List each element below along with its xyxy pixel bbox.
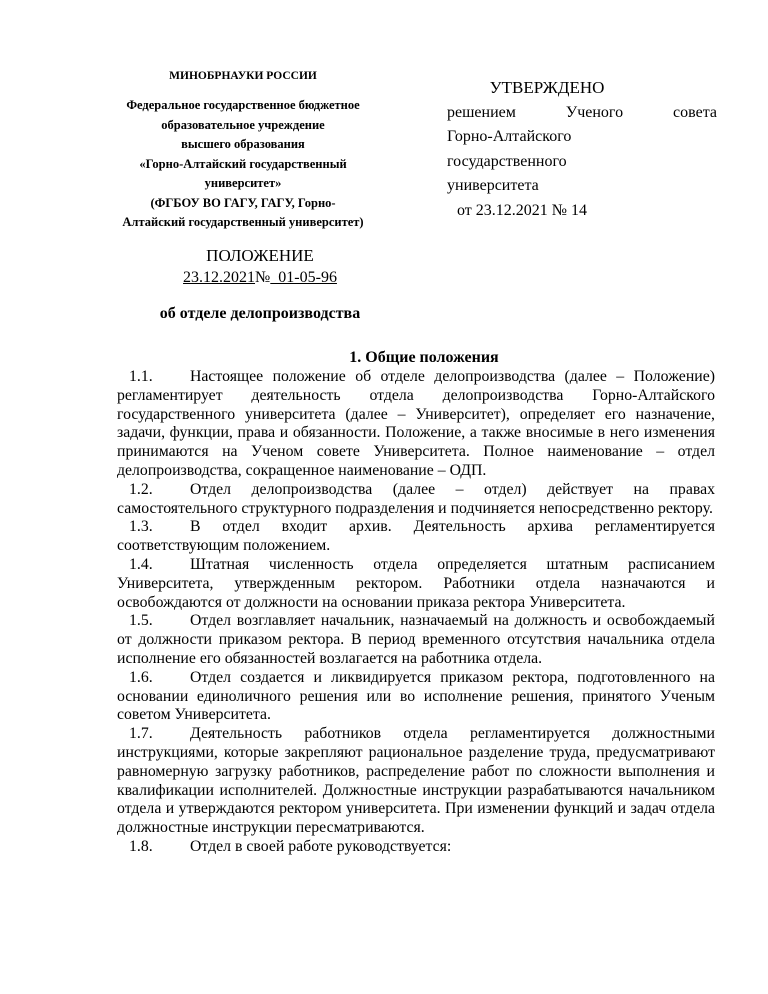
approval-line-1 [447,101,717,126]
paragraph-text: Штатная численность отдела определяется штатным расписанием Университета, утвержденным ректором. Работники отдела назначаются и освобождаются от должности на основании приказа ректора Университета. [117,555,715,611]
paragraph-1-6 [0,669,715,725]
org-line: Алтайский государственный университет) [122,215,364,229]
paragraph-text: Отдел в своей работе руководствуется: [190,837,452,855]
paragraph-number: 1.8. [129,837,153,855]
approval-word: совета [673,103,717,121]
document-type: ПОЛОЖЕНИЕ [206,246,314,265]
approval-word: Ученого [565,103,624,121]
paragraph-text: Отдел создается и ликвидируется приказом ректора, подготовленного на основании единоличного решения или во исполнение решения, принятого Ученым советом Университета. [117,668,715,724]
document-date: 23.12.2021 [183,269,256,286]
section-title: 1. Общие положения [349,349,499,366]
paragraph-number: 1.3. [129,518,153,536]
section-body [117,368,715,857]
approval-title: УТВЕРЖДЕНО [489,78,605,97]
paragraph-number: 1.7. [129,725,153,743]
paragraph-text: Деятельность работников отдела регламентируется должностными инструкциями, которые закрепляют рациональное разделение труда, предусматривают равномерную загрузку работников, распределение работ по сложности выполнения и квалификации исполнителей. Должностные инструкции разрабатываются начальником отдела и утверждаются ректором университета. При изменении функций и задач отдела должностные инструкции пересматриваются. [117,725,715,837]
paragraph-number: 1.4. [129,555,153,573]
paragraph-number: 1.5. [129,612,153,630]
document-subject: об отделе делопроизводства [159,305,361,322]
ministry-name: МИНОБРНАУКИ РОССИИ [169,70,317,82]
paragraph-1-4 [0,556,715,612]
paragraph-1-8 [0,838,715,857]
paragraph-1-3 [0,518,715,556]
paragraph-text: Отдел делопроизводства (далее – отдел) действует на правах самостоятельного структурного подразделения и подчиняется непосредственно ректору. [117,480,715,517]
approval-block [447,76,717,223]
approval-line-2: Горно-Алтайского [447,128,572,145]
paragraph-number: 1.1. [129,368,153,385]
approval-date: от 23.12.2021 № 14 [457,201,588,219]
approval-line-4: университета [447,177,539,194]
paragraph-number: 1.6. [129,668,153,686]
number-sign: № [255,269,271,286]
paragraph-number: 1.2. [129,480,153,498]
paragraph-text: Отдел возглавляет начальник, назначаемый на должность и освобождаемый от должности приказом ректора. В период временного отсутствия начальника отдела исполнение его обязанностей возлагается на работника отдела. [117,612,715,667]
paragraph-text: В отдел входит архив. Деятельность архива регламентируется соответствующим положением. [117,518,715,555]
document-number: 01-05-96 [270,269,337,286]
org-line: высшего образования [181,137,305,151]
approval-line-3: государственного [447,152,567,170]
org-line: образовательное учреждение [161,117,325,132]
paragraph-1-1 [0,368,715,481]
org-line: университет» [204,176,282,190]
org-line: «Горно-Алтайский государственный [139,156,347,171]
approval-word: решением [447,103,516,121]
org-line: (ФГБОУ ВО ГАГУ, ГАГУ, Горно- [150,195,336,210]
paragraph-text: Настоящее положение об отделе делопроизводства (далее – Положение) регламентирует деятельность отдела делопроизводства Горно-Алтайского государственного университета (далее – Университет), определяет его назначение, задачи, функции, права и обязанности. Положение, а также вносимые в него изменения принимаются на Ученом совете Университета. Полное наименование – отдел делопроизводства, сокращенное наименование – ОДП. [117,368,715,479]
paragraph-1-7 [0,725,715,838]
org-line: Федеральное государственное бюджетное [126,98,360,112]
paragraph-1-5 [0,612,715,668]
paragraph-1-2 [0,481,715,519]
organization-name [88,96,398,233]
document-number-line [160,269,360,287]
